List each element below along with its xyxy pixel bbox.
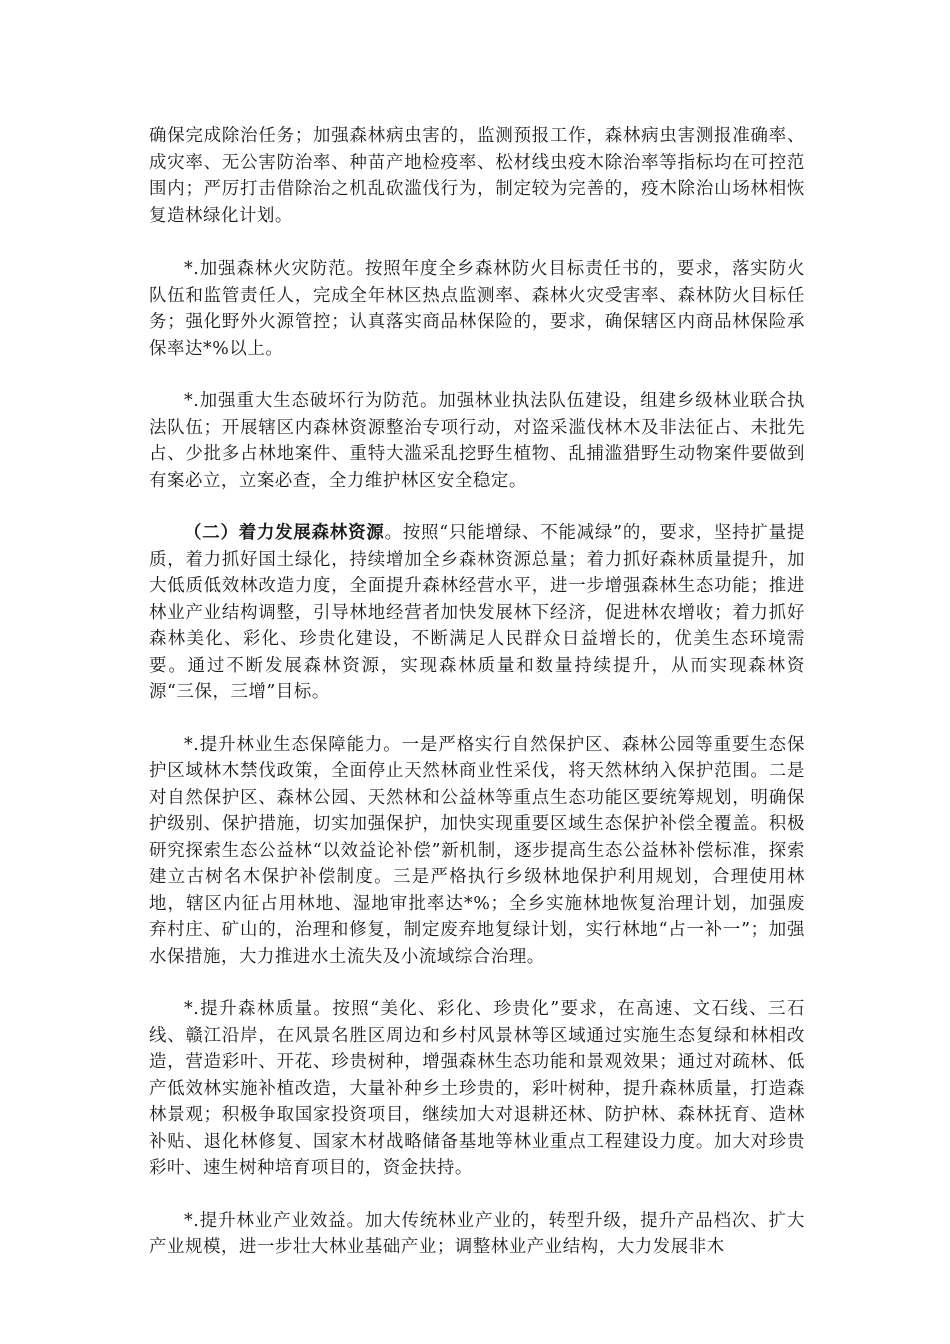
paragraph-develop-forest-resources [149,520,805,706]
paragraph-ecological-damage-prevention: *.加强重大生态破坏行为防范。加强林业执法队伍建设，组建乡级林业联合执法队伍；开展辖区内森林资源整治专项行动，对盗采滥伐林木及非法征占、未批先占、少批多占林地案件、重特大滥采乱挖野生植物、乱捕滥猎野生动物案件要做到有案必立，立案必查，全力维护林区安全稳定。 [149,391,805,491]
paragraph-forest-fire-prevention: *.加强森林火灾防范。按照年度全乡森林防火目标责任书的，要求，落实防火队伍和监管责任人，完成全年林区热点监测率、森林火灾受害率、森林防火目标任务；强化野外火源管控；认真落实商品林保险的，要求，确保辖区内商品林保险承保率达*%以上。 [149,259,805,359]
paragraph-industry-benefit: *.提升林业产业效益。加大传统林业产业的，转型升级，提升产品档次、扩大产业规模，进一步壮大林业基础产业；调整林业产业结构，大力发展非木 [149,1210,805,1257]
section-heading: （二）着力发展森林资源 [184,523,385,543]
paragraph-forest-quality: *.提升森林质量。按照“美化、彩化、珍贵化”要求，在高速、文石线、三石线、赣江沿岸，在风景名胜区周边和乡村风景林等区域通过实施生态复绿和林相改造，营造彩叶、开花、珍贵树种，增强森林生态功能和景观效果；通过对疏林、低产低效林实施补植改造，大量补种乡土珍贵的，彩叶树种，提升森林质量，打造森林景观；积极争取国家投资项目，继续加大对退耕还林、防护林、森林抚育、造林补贴、退化林修复、国家木材战略储备基地等林业重点工程建设力度。加大对珍贵彩叶、速生树种培育项目的，资金扶持。 [149,999,805,1178]
paragraph-ecological-protection-capacity: *.提升林业生态保障能力。一是严格实行自然保护区、森林公园等重要生态保护区域林木禁伐政策，全面停止天然林商业性采伐，将天然林纳入保护范围。二是对自然保护区、森林公园、天然林和公益林等重点生态功能区要统筹规划，明确保护级别、保护措施，切实加强保护，加快实现重要区域生态保护补偿全覆盖。积极研究探索生态公益林“以效益论补偿”新机制，逐步提高生态公益林补偿标准，探索建立古树名木保护补偿制度。三是严格执行乡级林地保护利用规划，合理使用林地，辖区内征占用林地、湿地审批率达*%；全乡实施林地恢复治理计划，加强废弃村庄、矿山的，治理和修复，制定废弃地复绿计划，实行林地“占一补一”；加强水保措施，大力推进水土流失及小流域综合治理。 [149,734,805,967]
document-body [149,123,805,1287]
paragraph-pest-control-continued: 确保完成除治任务；加强森林病虫害的，监测预报工作，森林病虫害测报准确率、成灾率、无公害防治率、种苗产地检疫率、松材线虫疫木除治率等指标均在可控范围内；严厉打击借除治之机乱砍滥伐行为，制定较为完善的，疫木除治山场林相恢复造林绿化计划。 [149,126,805,226]
section-body-text: 。按照“只能增绿、不能减绿”的，要求，坚持扩量提质，着力抓好国土绿化，持续增加全乡森林资源总量；着力抓好森林质量提升，加大低质低效林改造力度，全面提升森林经营水平，进一步增强森林生态功能；推进林业产业结构调整，引导林地经营者加快发展林下经济，促进林农增收；着力抓好森林美化、彩化、珍贵化建设，不断满足人民群众日益增长的，优美生态环境需要。通过不断发展森林资源，实现森林质量和数量持续提升，从而实现森林资源“三保，三增”目标。 [149,523,805,702]
